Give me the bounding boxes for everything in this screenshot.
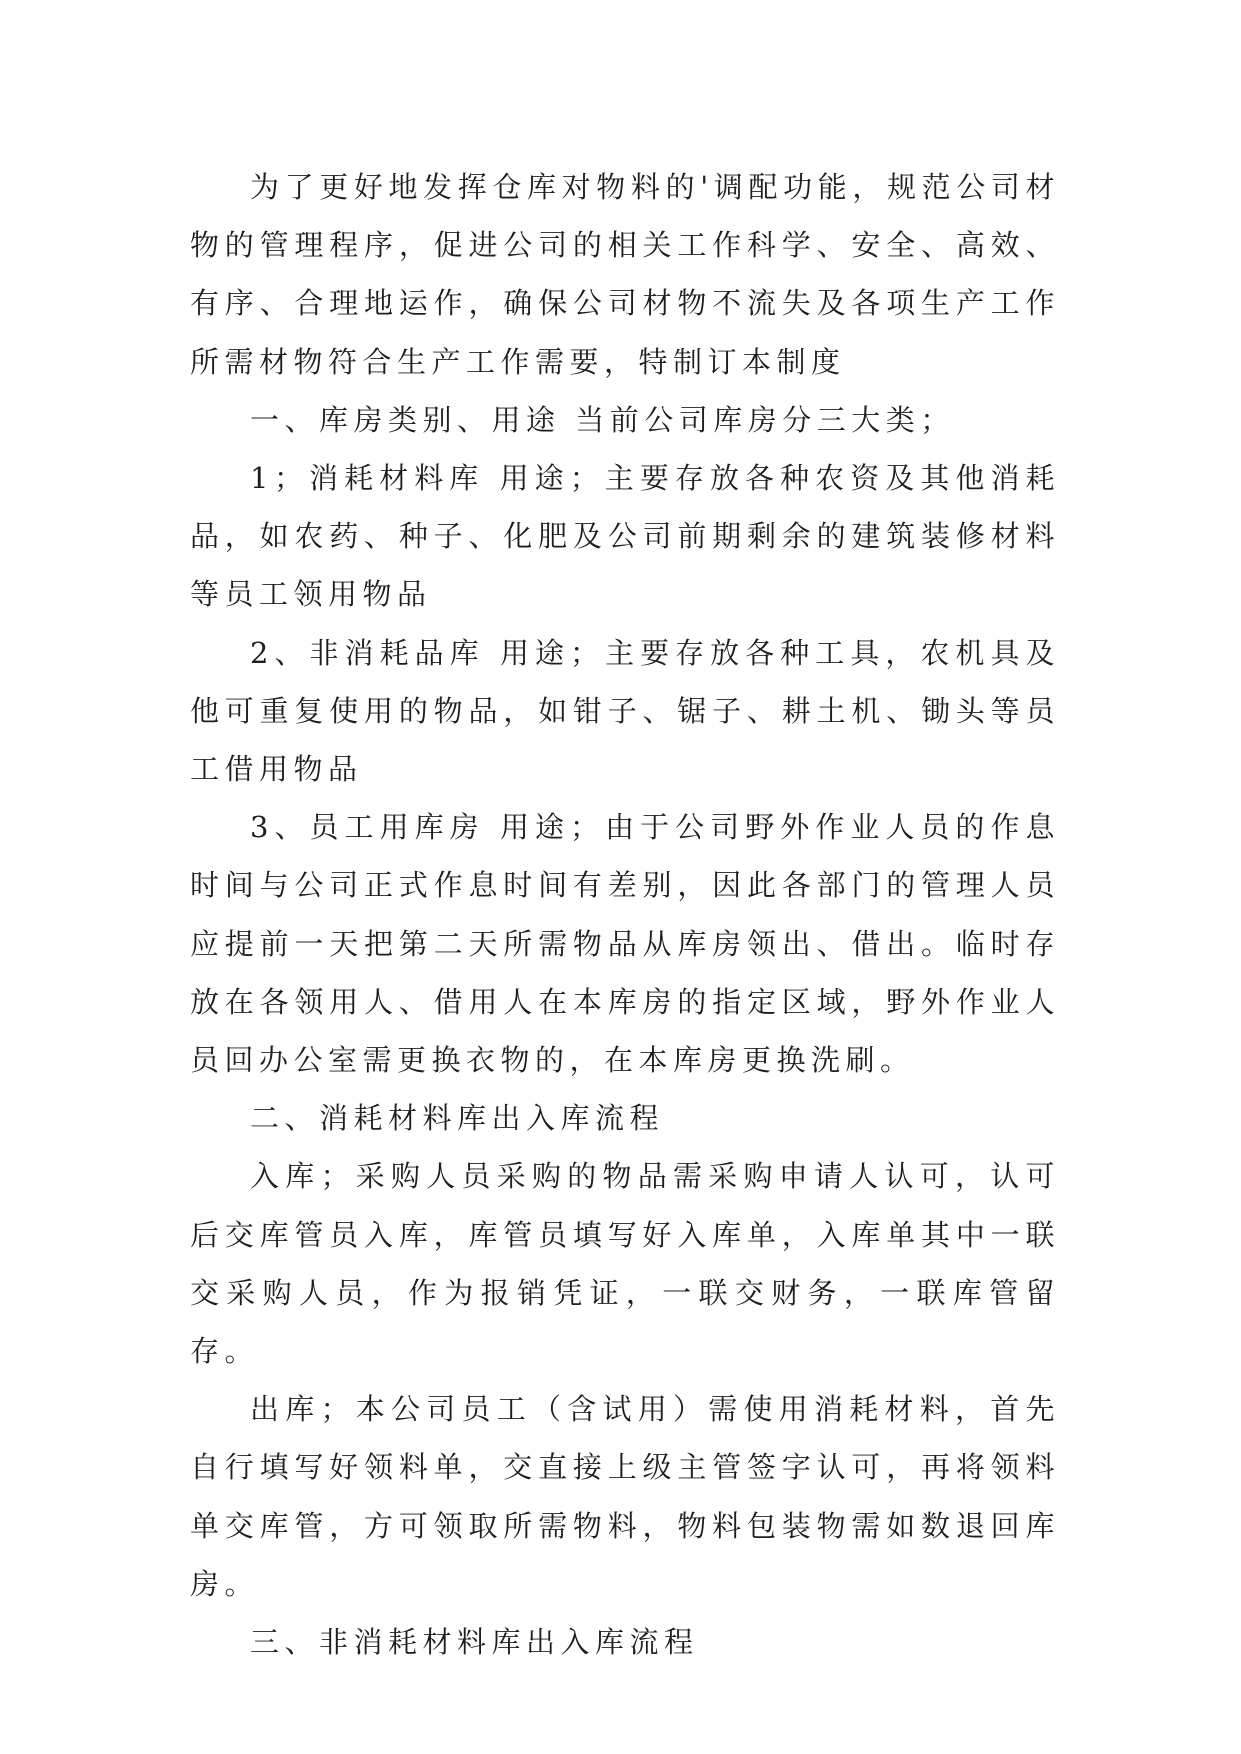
paragraph-inbound: 入库；采购人员采购的物品需采购申请人认可，认可后交库管员入库，库管员填写好入库单，入库单其中一联交采购人员，作为报销凭证，一联交财务，一联库管留存。: [190, 1159, 1060, 1369]
section-heading-consumables-flow: 二、消耗材料库出入库流程: [250, 1101, 665, 1136]
paragraph-intro: 为了更好地发挥仓库对物料的'调配功能，规范公司材物的管理程序，促进公司的相关工作科学、安全、高效、有序、合理地运作，确保公司材物不流失及各项生产工作所需材物符合生产工作需要，特制订本制度: [190, 170, 1060, 379]
paragraph-outbound: 出库；本公司员工（含试用）需使用消耗材料，首先自行填写好领料单，交直接上级主管签字认可，再将领料单交库管，方可领取所需物料，物料包装物需如数退回库房。: [190, 1392, 1060, 1601]
section-heading-warehouse-types: 一、库房类别、用途 当前公司库房分三大类；: [250, 402, 955, 437]
paragraph-non-consumables-warehouse: 2、非消耗品库 用途；主要存放各种工具，农机具及他可重复使用的物品，如钳子、锯子、耕土机、锄头等员工借用物品: [190, 635, 1060, 787]
paragraph-staff-warehouse: 3、员工用库房 用途；由于公司野外作业人员的作息时间与公司正式作息时间有差别，因此各部门的管理人员应提前一天把第二天所需物品从库房领出、借出。临时存放在各领用人、借用人在本库房的指定区域，野外作业人员回办公室需更换衣物的，在本库房更换洗刷。: [190, 810, 1060, 1078]
section-heading-non-consumables-flow: 三、非消耗材料库出入库流程: [250, 1625, 699, 1660]
document-body: [190, 158, 1060, 1671]
paragraph-consumables-warehouse: 1；消耗材料库 用途；主要存放各种农资及其他消耗品，如农药、种子、化肥及公司前期剩余的建筑装修材料等员工领用物品: [190, 461, 1060, 612]
